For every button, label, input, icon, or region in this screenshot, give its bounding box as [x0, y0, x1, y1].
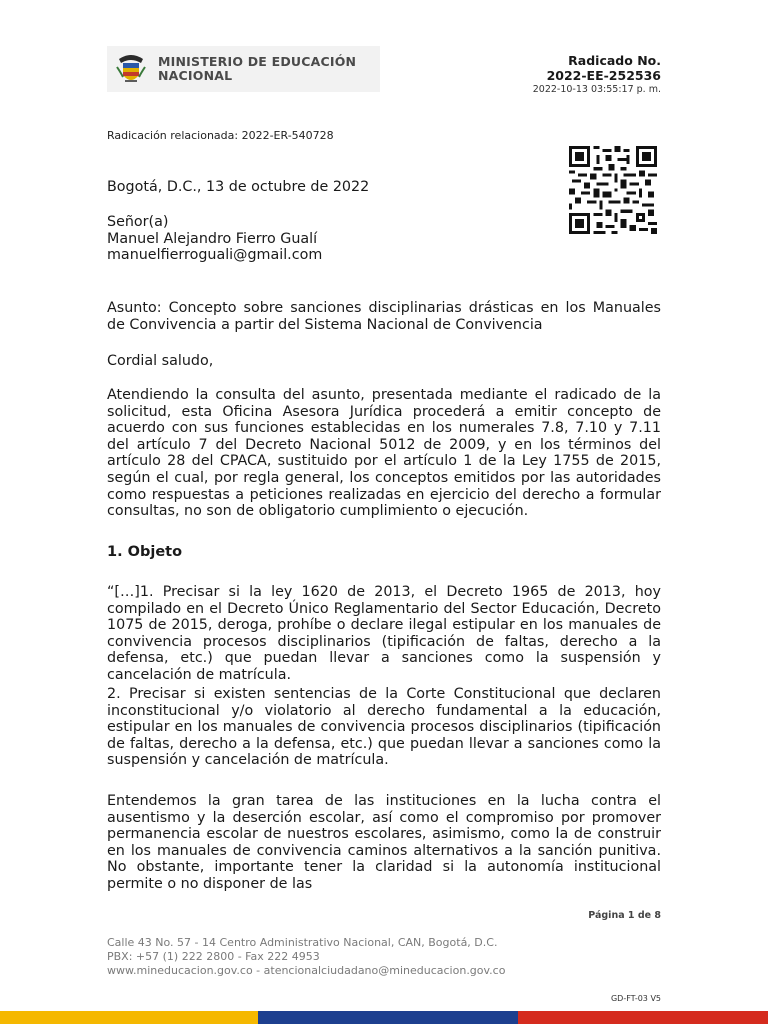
recipient-name: Manuel Alejandro Fierro Gualí	[107, 230, 318, 247]
ministry-name	[158, 55, 356, 83]
flag-band-yellow	[0, 1011, 258, 1024]
form-code: GD-FT-03 V5	[610, 994, 661, 1003]
flag-band-blue	[258, 1011, 518, 1024]
salutation-to: Señor(a)	[107, 214, 169, 230]
ministry-line-1: MINISTERIO DE EDUCACIÓN	[158, 54, 357, 69]
related-filing: Radicación relacionada: 2022-ER-540728	[107, 129, 334, 142]
footer-contact	[107, 936, 505, 978]
paragraph-3: Entendemos la gran tarea de las instituciones en la lucha contra el ausentismo y la deserción escolar, así como el compromiso por promover permanencia escolar de nuestros escolares, asimismo, como la de construir en los manuales de convivencia caminos alternativos a la sanción punitiva. No obstante, importante tener la claridad si la autonomía institucional permite o no disponer de las	[107, 793, 661, 892]
subject-line: Asunto: Concepto sobre sanciones disciplinarias drásticas en los Manuales de Convivencia a partir del Sistema Nacional de Convivencia	[107, 300, 661, 333]
radicado-number: 2022-EE-252536	[546, 68, 661, 83]
paragraph-2: 2. Precisar si existen sentencias de la Corte Constitucional que declaren inconstitucional y/o violatorio al derecho fundamental a la educación, estipular en los manuales de convivencia procesos disciplinarios (tipificación de faltas, derecho a la defensa, etc.) que puedan llevar a sanciones como la suspensión y cancelación de matrícula.	[107, 686, 661, 769]
radicado-datetime: 2022-10-13 03:55:17 p. m.	[532, 84, 661, 95]
page-number: Página 1 de 8	[588, 910, 661, 921]
ministry-line-2: NACIONAL	[158, 68, 233, 83]
greeting: Cordial saludo,	[107, 353, 214, 369]
footer-web: www.mineducacion.gov.co - atencionalciudadano@mineducacion.gov.co	[107, 964, 506, 977]
intro-paragraph: Atendiendo la consulta del asunto, presentada mediante el radicado de la solicitud, esta Oficina Asesora Jurídica procederá a emitir concepto de acuerdo con sus funciones establecidas en los numerales 7.8, 7.10 y 7.11 del artículo 7 del Decreto Nacional 5012 de 2009, y en los términos del artículo 28 del CPACA, sustituido por el artículo 1 de la Ley 1755 de 2015, según el cual, por regla general, los conceptos emitidos por las autoridades como respuestas a peticiones realizadas en ejercicio del derecho a formular consultas, no son de obligatorio cumplimiento o ejecución.	[107, 387, 661, 520]
radicado-block	[533, 53, 661, 96]
footer-address: Calle 43 No. 57 - 14 Centro Administrativo Nacional, CAN, Bogotá, D.C.	[107, 936, 498, 949]
recipient-block	[107, 214, 661, 264]
recipient-email: manuelfierroguali@gmail.com	[107, 247, 323, 264]
coat-of-arms-icon	[115, 53, 147, 87]
paragraph-1: “[…]1. Precisar si la ley 1620 de 2013, el Decreto 1965 de 2013, hoy compilado en el Decreto Único Reglamentario del Sector Educación, Decreto 1075 de 2015, deroga, prohíbe o declare ilegal estipular en los manuales de convivencia procesos disciplinarios (tipificación de faltas, derecho a la defensa, etc.) que puedan llevar a sanciones como la suspensión y cancelación de matrícula.	[107, 584, 661, 683]
radicado-label: Radicado No.	[568, 53, 661, 68]
footer-phone: PBX: +57 (1) 222 2800 - Fax 222 4953	[107, 950, 320, 963]
section-heading: 1. Objeto	[107, 544, 183, 560]
flag-band-red	[518, 1011, 768, 1024]
letter-date: Bogotá, D.C., 13 de octubre de 2022	[107, 179, 370, 195]
ministry-logo	[107, 46, 380, 92]
